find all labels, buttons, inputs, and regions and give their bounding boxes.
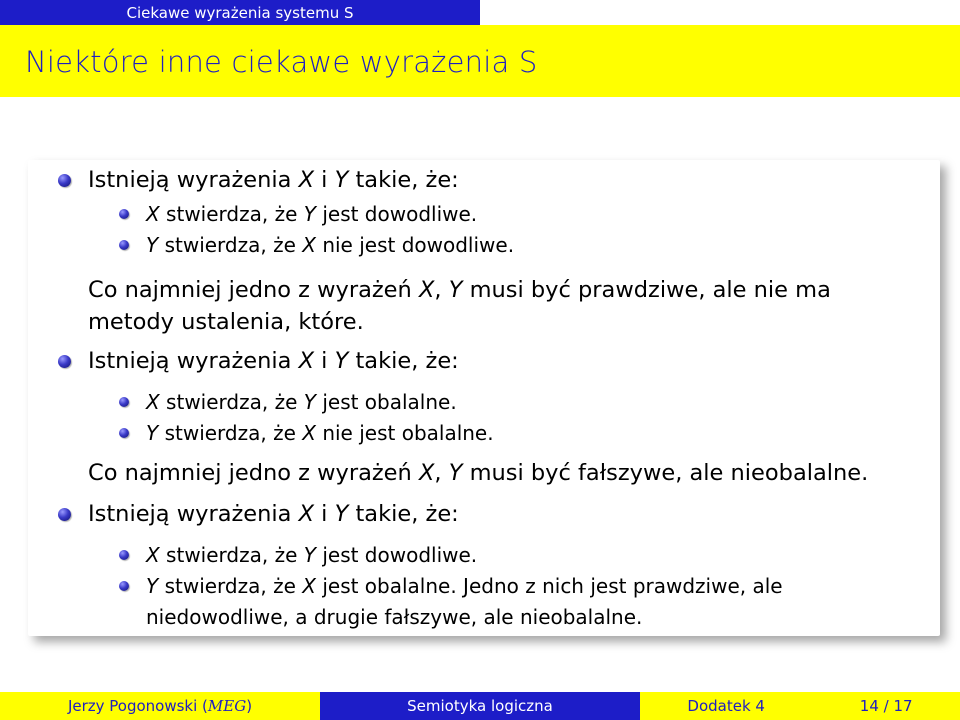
sub-bullet-1-1: [146, 200, 477, 228]
bullet-2: [88, 347, 459, 375]
text: takie, że:: [348, 348, 459, 374]
section-tab-label: Ciekawe wyrażenia systemu S: [126, 3, 354, 22]
var: Y: [334, 348, 349, 374]
bullet-icon: [58, 508, 71, 521]
text: Co najmniej jedno z wyrażeń: [88, 277, 419, 303]
text: takie, że:: [348, 501, 459, 527]
text: ,: [434, 277, 449, 303]
bullet-icon: [58, 174, 71, 187]
var: Y: [303, 543, 316, 567]
comment-2: [88, 459, 868, 487]
page-number: 14 / 17: [859, 697, 913, 715]
var: X: [302, 233, 316, 257]
text: stwierdza, że: [158, 574, 303, 598]
part-label: Dodatek 4: [687, 697, 765, 715]
author-end: ): [246, 697, 253, 715]
var: Y: [146, 574, 159, 598]
var: X: [418, 460, 435, 486]
text: Istnieją wyrażenia: [88, 501, 299, 527]
var: X: [302, 574, 316, 598]
author-name: Jerzy Pogonowski (: [67, 697, 208, 715]
text: stwierdza, że: [159, 390, 304, 414]
var: X: [146, 202, 160, 226]
sub-bullet-2-2: [146, 419, 494, 447]
text: i: [314, 501, 335, 527]
text: ,: [434, 460, 449, 486]
var: Y: [334, 167, 349, 193]
sub-bullet-2-1: [146, 388, 457, 416]
text: i: [314, 348, 335, 374]
var: Y: [334, 501, 349, 527]
var: Y: [448, 277, 463, 303]
sub-bullet-3-1: [146, 541, 477, 569]
footer-author[interactable]: [0, 692, 320, 720]
text: Co najmniej jedno z wyrażeń: [88, 460, 419, 486]
text: musi być prawdziwe, ale nie ma: [462, 277, 831, 303]
sub-bullet-icon: [119, 397, 129, 407]
text: takie, że:: [348, 167, 459, 193]
text: jest obalalne. Jedno z nich jest prawdziwe, ale: [315, 574, 783, 598]
bullet-icon: [58, 355, 71, 368]
var: X: [298, 501, 315, 527]
sub-bullet-3-2: [146, 572, 783, 600]
sub-bullet-icon: [119, 209, 129, 219]
var: Y: [146, 421, 159, 445]
text: stwierdza, że: [159, 543, 304, 567]
text: Istnieją wyrażenia: [88, 167, 299, 193]
bullet-3: [88, 500, 459, 528]
text: stwierdza, że: [159, 202, 304, 226]
sub-bullet-icon: [119, 581, 129, 591]
comment-1-line-1: [88, 276, 831, 304]
var: Y: [146, 233, 159, 257]
var: X: [302, 421, 316, 445]
var: X: [298, 167, 315, 193]
var: X: [146, 390, 160, 414]
var: X: [146, 543, 160, 567]
footer-course[interactable]: [320, 692, 640, 720]
comment-1-line-2: metody ustalenia, które.: [88, 309, 364, 335]
footer-part[interactable]: [640, 692, 960, 720]
text: jest dowodliwe.: [315, 202, 478, 226]
text: nie jest dowodliwe.: [315, 233, 515, 257]
text: nie jest obalalne.: [315, 421, 494, 445]
page-title: Niektóre inne ciekawe wyrażenia S: [25, 45, 538, 79]
text: stwierdza, że: [158, 233, 303, 257]
text: Istnieją wyrażenia: [88, 348, 299, 374]
sub-bullet-icon: [119, 240, 129, 250]
text: jest dowodliwe.: [315, 543, 478, 567]
author-mark: MEG: [207, 697, 247, 715]
var: Y: [303, 390, 316, 414]
var: Y: [303, 202, 316, 226]
var: X: [418, 277, 435, 303]
sub-bullet-icon: [119, 428, 129, 438]
sub-bullet-1-2: [146, 231, 514, 259]
text: musi być fałszywe, ale nieobalalne.: [462, 460, 869, 486]
footer: [0, 692, 960, 720]
var: X: [298, 348, 315, 374]
sub-bullet-icon: [119, 550, 129, 560]
sub-bullet-3-2-line-2: niedowodliwe, a drugie fałszywe, ale nieobalalne.: [146, 605, 643, 629]
text: stwierdza, że: [158, 421, 303, 445]
var: Y: [448, 460, 463, 486]
text: i: [314, 167, 335, 193]
text: jest obalalne.: [315, 390, 457, 414]
bullet-1: [88, 166, 459, 194]
section-tab[interactable]: [0, 0, 480, 25]
course-title: Semiotyka logiczna: [407, 697, 553, 715]
